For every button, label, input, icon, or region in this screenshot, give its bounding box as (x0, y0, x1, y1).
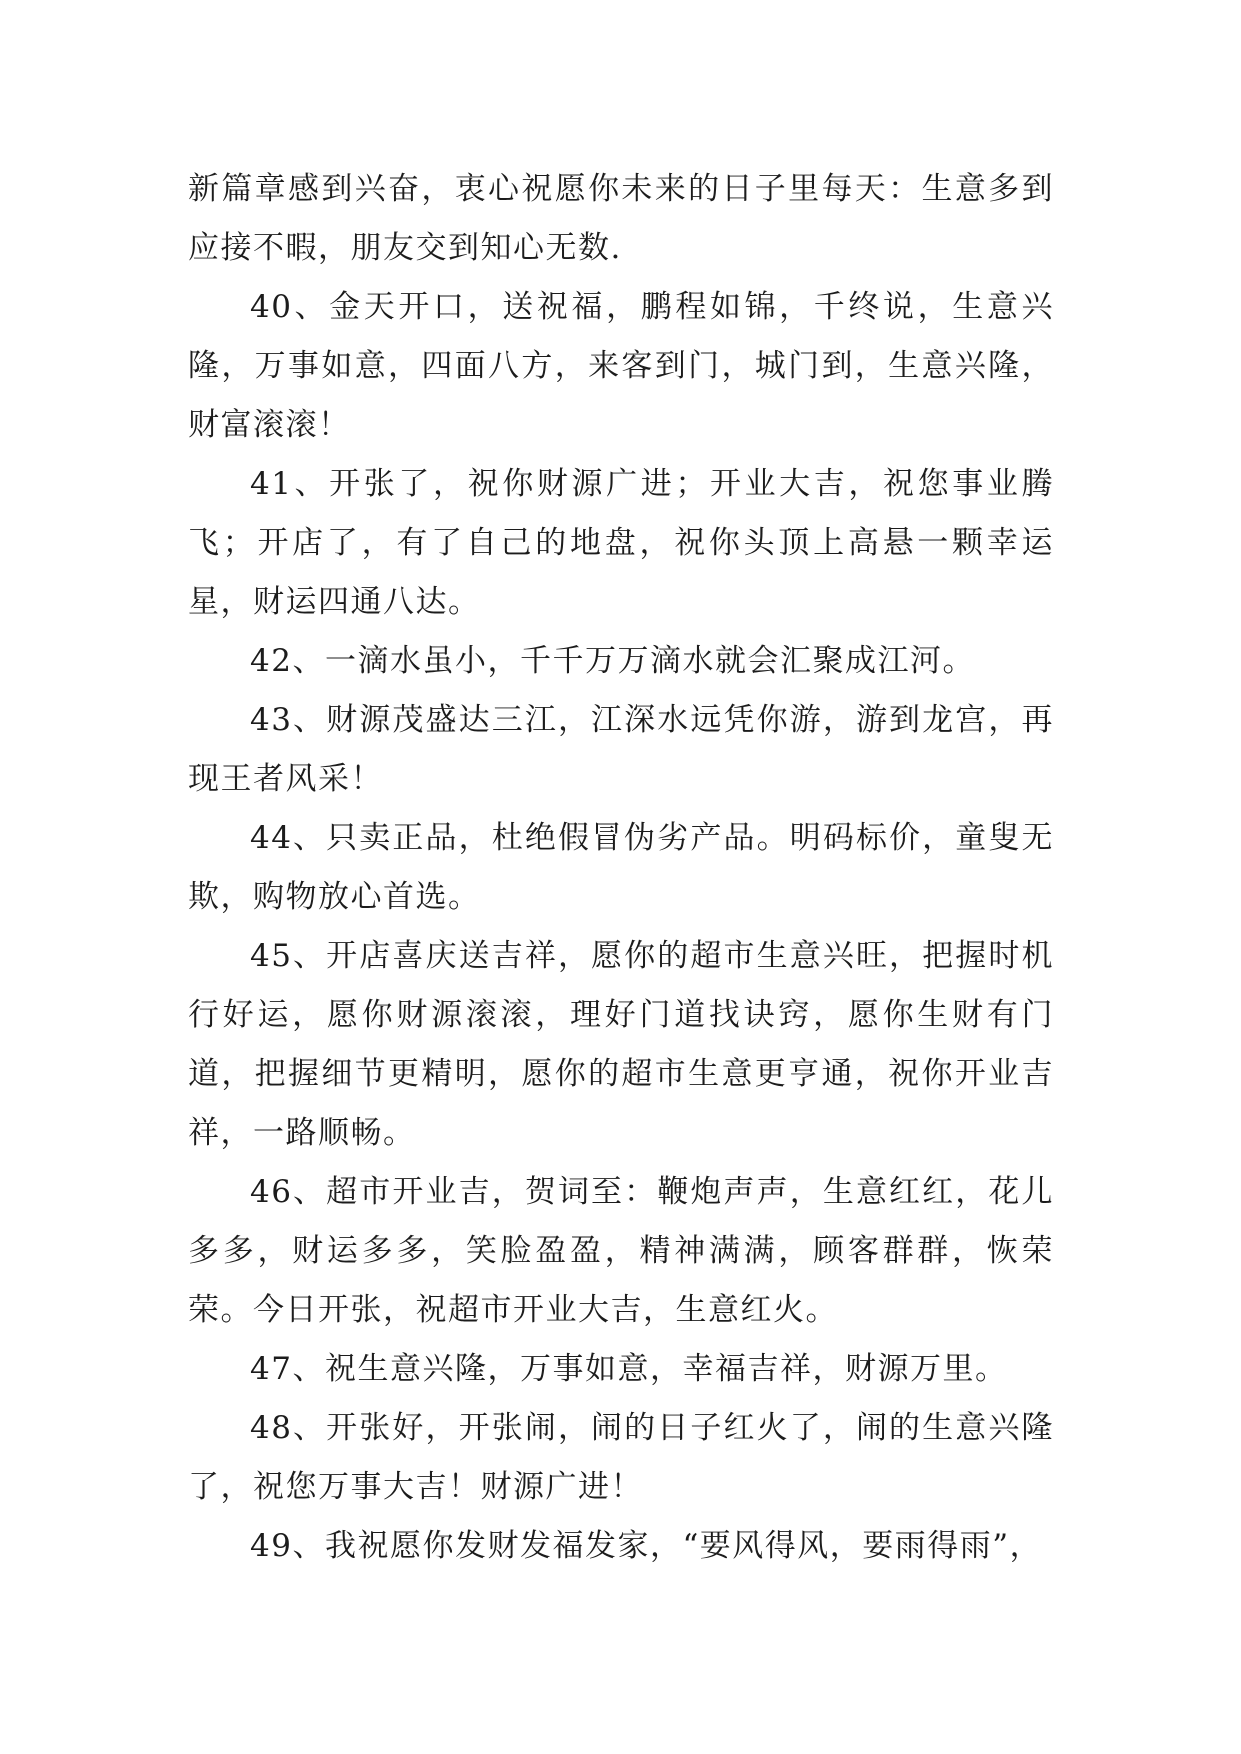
paragraph-item-47: 47、祝生意兴隆，万事如意，幸福吉祥，财源万里。 (250, 1351, 1008, 1387)
paragraph-item-42: 42、一滴水虽小，千千万万滴水就会汇聚成江河。 (250, 643, 975, 679)
paragraph-item-41: 41、开张了，祝你财源广进；开业大吉，祝您事业腾飞；开店了，有了自己的地盘，祝你头顶上高悬一颗幸运星，财运四通八达。 (188, 466, 1054, 620)
paragraph-item-44: 44、只卖正品，杜绝假冒伪劣产品。明码标价，童叟无欺，购物放心首选。 (188, 820, 1054, 915)
paragraph-item-40: 40、金天开口，送祝福，鹏程如锦，千终说，生意兴隆，万事如意，四面八方，来客到门，城门到，生意兴隆，财富滚滚！ (188, 289, 1054, 443)
paragraph-continuation: 新篇章感到兴奋，衷心祝愿你未来的日子里每天：生意多到应接不暇，朋友交到知心无数. (188, 171, 1054, 266)
document-body (188, 160, 1054, 1576)
paragraph-item-46: 46、超市开业吉，贺词至：鞭炮声声，生意红红，花儿多多，财运多多，笑脸盈盈，精神满满，顾客群群，恢荣荣。今日开张，祝超市开业大吉，生意红火。 (188, 1174, 1054, 1328)
paragraph-item-48: 48、开张好，开张闹，闹的日子红火了，闹的生意兴隆了，祝您万事大吉！财源广进！ (188, 1410, 1054, 1505)
paragraph-item-43: 43、财源茂盛达三江，江深水远凭你游，游到龙宫，再现王者风采！ (188, 702, 1054, 797)
paragraph-item-45: 45、开店喜庆送吉祥，愿你的超市生意兴旺，把握时机行好运，愿你财源滚滚，理好门道找诀窍，愿你生财有门道，把握细节更精明，愿你的超市生意更亨通，祝你开业吉祥，一路顺畅。 (188, 938, 1054, 1151)
paragraph-item-49: 49、我祝愿你发财发福发家，“要风得风，要雨得雨”， (250, 1528, 1043, 1564)
